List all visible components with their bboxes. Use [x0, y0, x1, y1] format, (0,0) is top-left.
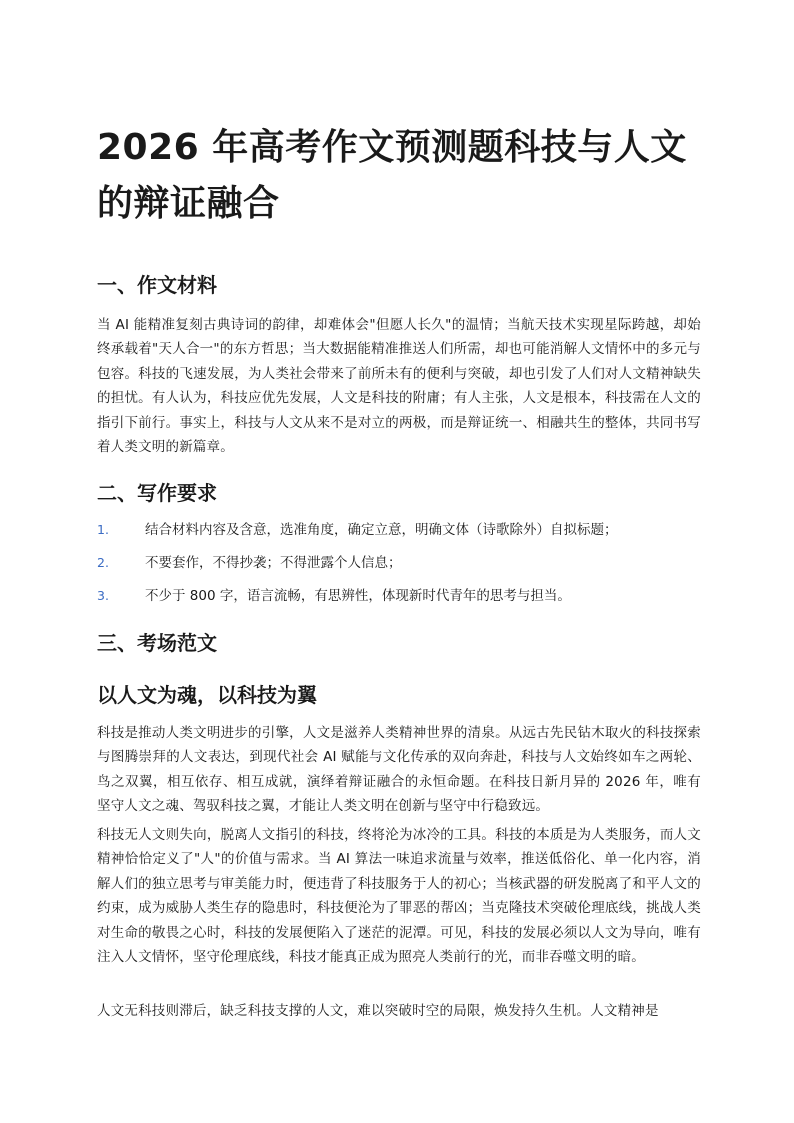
section-heading-material: 一、作文材料	[97, 273, 217, 297]
section-heading-requirements: 二、写作要求	[97, 481, 217, 505]
list-item-text: 不少于 800 字，语言流畅，有思辨性，体现新时代青年的思考与担当。	[145, 588, 571, 604]
list-item	[97, 586, 701, 619]
section-heading-sample: 三、考场范文	[97, 631, 217, 655]
document-title: 2026 年高考作文预测题科技与人文的辩证融合	[97, 127, 687, 224]
essay-paragraph: 科技是推动人类文明进步的引擎，人文是滋养人类精神世界的清泉。从远古先民钻木取火的科技探索与图腾崇拜的人文表达，到现代社会 AI 赋能与文化传承的双向奔赴，科技与人文始终如车之两轮、鸟之双翼，相互依存、相互成就，演绎着辩证融合的永恒命题。在科技日新月异的 2026 年，唯有坚守人文之魂、驾驭科技之翼，才能让人类文明在创新与坚守中行稳致远。	[97, 725, 701, 815]
list-number: 2.	[97, 555, 109, 570]
list-item	[97, 520, 701, 553]
essay-paragraph: 人文无科技则滞后，缺乏科技支撑的人文，难以突破时空的局限，焕发持久生机。人文精神是	[97, 1003, 659, 1019]
list-number: 3.	[97, 588, 109, 603]
list-item-text: 结合材料内容及含意，选准角度，确定立意，明确文体（诗歌除外）自拟标题；	[145, 522, 618, 538]
requirements-list	[97, 520, 701, 619]
list-number: 1.	[97, 522, 109, 537]
material-paragraph: 当 AI 能精准复刻古典诗词的韵律，却难体会"但愿人长久"的温情；当航天技术实现星际跨越，却始终承载着"天人合一"的东方哲思；当大数据能精准推送人们所需，却也可能消解人文情怀中的多元与包容。科技的飞速发展，为人类社会带来了前所未有的便利与突破，却也引发了人们对人文精神缺失的担忧。有人认为，科技应优先发展，人文是科技的附庸；有人主张，人文是根本，科技需在人文的指引下前行。事实上，科技与人文从来不是对立的两极，而是辩证统一、相融共生的整体，共同书写着人类文明的新篇章。	[97, 317, 701, 456]
list-item-text: 不要套作，不得抄袭；不得泄露个人信息；	[145, 555, 402, 571]
essay-title: 以人文为魂，以科技为翼	[97, 683, 317, 707]
list-item	[97, 553, 701, 586]
essay-paragraph: 科技无人文则失向，脱离人文指引的科技，终将沦为冰冷的工具。科技的本质是为人类服务，而人文精神恰恰定义了"人"的价值与需求。当 AI 算法一味追求流量与效率，推送低俗化、单一化内容，消解人们的独立思考与审美能力时，便违背了科技服务于人的初心；当核武器的研发脱离了和平人文的约束，成为威胁人类生存的隐患时，科技便沦为了罪恶的帮凶；当克隆技术突破伦理底线，挑战人类对生命的敬畏之心时，科技的发展便陷入了迷茫的泥潭。可见，科技的发展必须以人文为导向，唯有注入人文情怀，坚守伦理底线，科技才能真正成为照亮人类前行的光，而非吞噬文明的暗。	[97, 827, 701, 966]
